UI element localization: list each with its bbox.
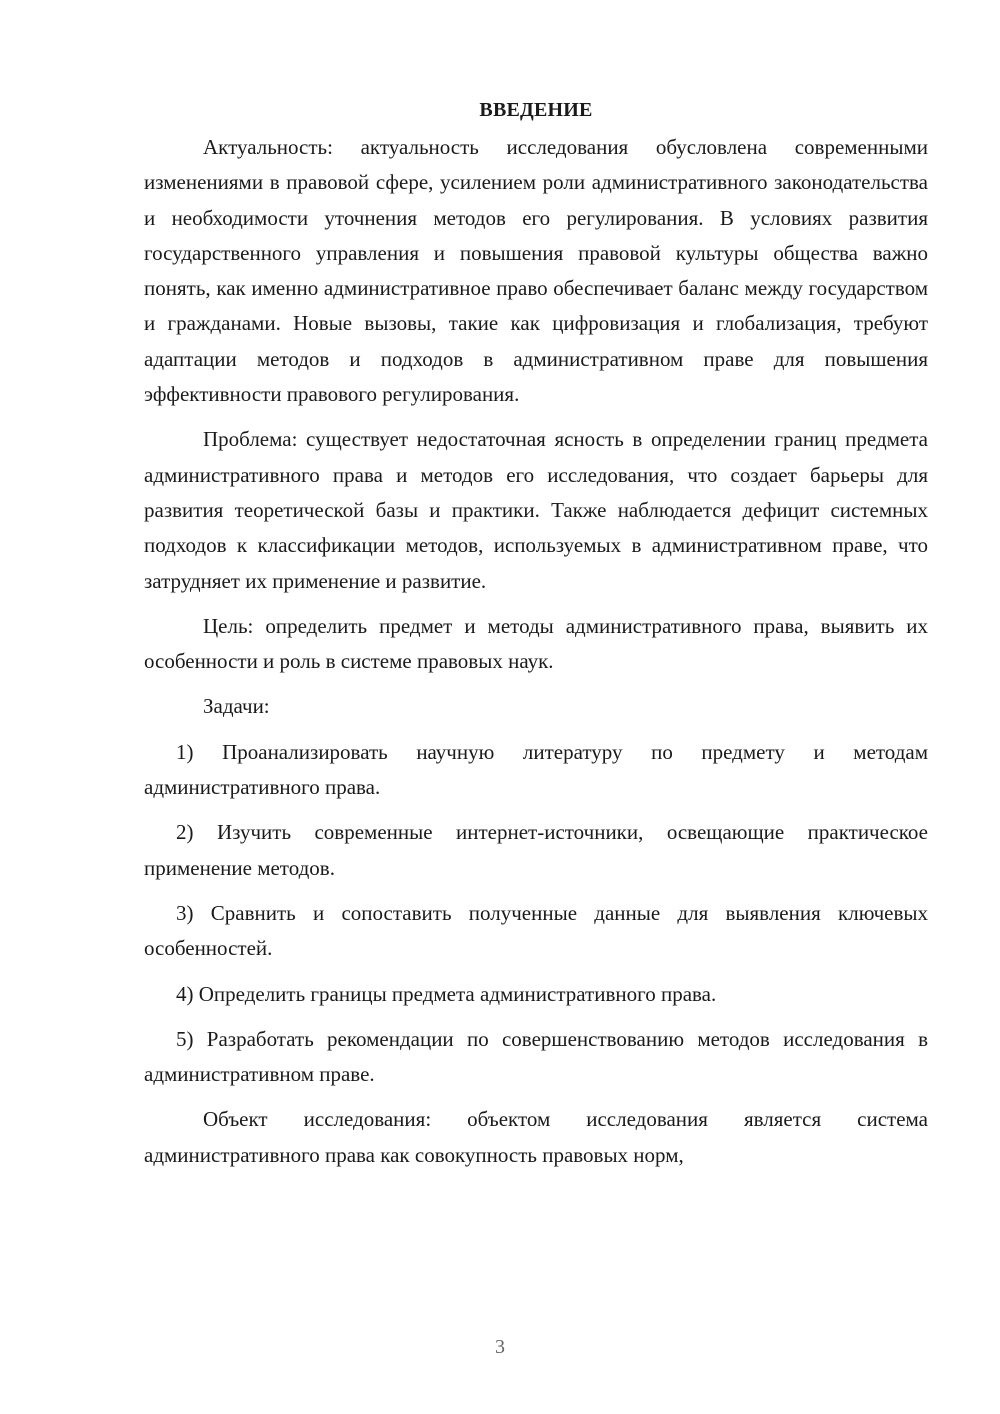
tasks-label: Задачи: bbox=[203, 694, 270, 719]
task-item-3: 3) Сравнить и сопоставить полученные данные для выявления ключевых особенностей. bbox=[144, 900, 928, 961]
task-item-1: 1) Проанализировать научную литературу по предмету и методам административного права. bbox=[144, 739, 928, 800]
task-item-2: 2) Изучить современные интернет-источники, освещающие практическое применение методов. bbox=[144, 820, 928, 880]
section-heading: ВВЕДЕНИЕ bbox=[479, 99, 593, 121]
paragraph-object: Объект исследования: объектом исследования является система административного права как совокупность правовых норм, bbox=[144, 1107, 928, 1167]
paragraph-goal: Цель: определить предмет и методы административного права, выявить их особенности и роль в системе правовых наук. bbox=[144, 613, 928, 674]
task-item-4: 4) Определить границы предмета административного права. bbox=[176, 981, 717, 1006]
page-number: 3 bbox=[495, 1336, 505, 1358]
page-content bbox=[144, 96, 928, 1173]
task-item-5: 5) Разработать рекомендации по совершенствованию методов исследования в административном праве. bbox=[144, 1026, 928, 1087]
paragraph-problem: Проблема: существует недостаточная ясность в определении границ предмета административного права и методов его исследования, что создает барьеры для развития теоретической базы и практики. Также наблюдается дефицит системных подходов к классификации методов, используемых в административном праве, что затрудняет их применение и развитие. bbox=[144, 427, 928, 593]
paragraph-relevance: Актуальность: актуальность исследования обусловлена современными изменениями в правовой сфере, усилением роли административного законодательства и необходимости уточнения методов его регулирования. В условиях развития государственного управления и повышения правовой культуры общества важно понять, как именно административное право обеспечивает баланс между государством и гражданами. Новые вызовы, такие как цифровизация и глобализация, требуют адаптации методов и подходов в административном праве для повышения эффективности правового регулирования. bbox=[144, 135, 928, 407]
